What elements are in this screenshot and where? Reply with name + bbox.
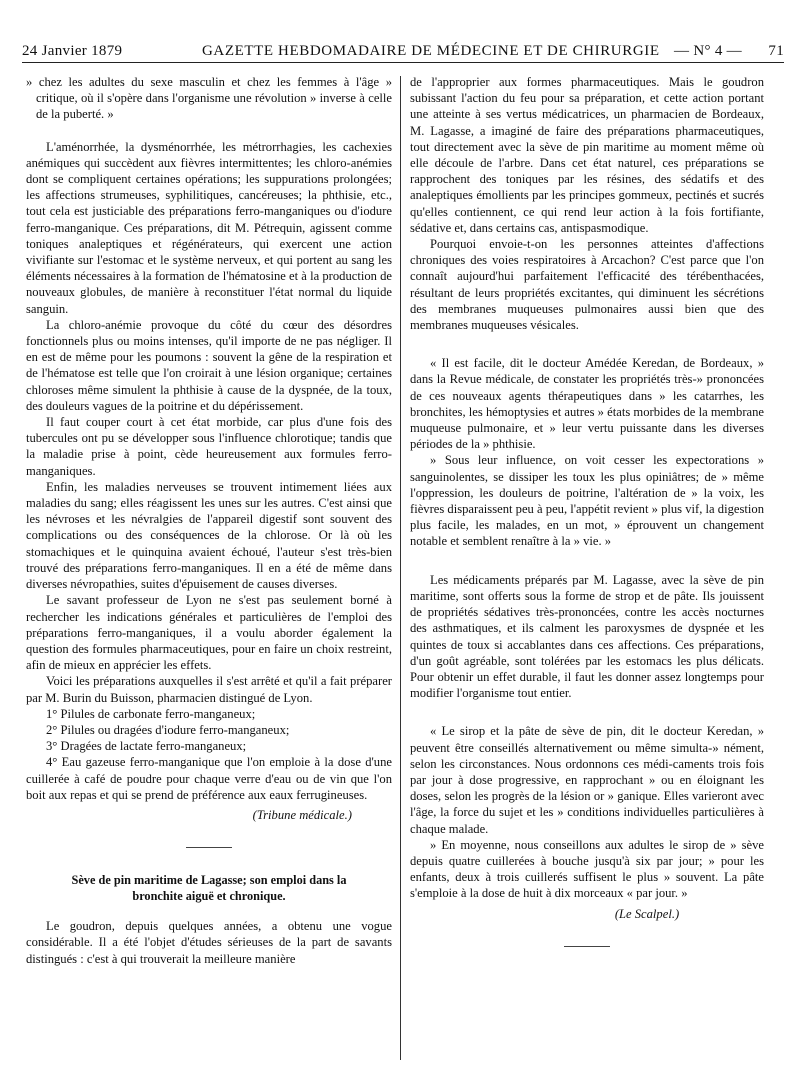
left-column: [26, 74, 392, 967]
quotation: » En moyenne, nous conseillons aux adultes le sirop de » sève depuis quatre cuillerées à bouche jusqu'à six par jour; » pour les enfants, deux à trois cuillerés suffisent le plus » souvent. La pâte s'emploie à la dose de huit à dix morceaux « par jour. »: [410, 837, 764, 901]
section-title-line: bronchite aiguë et chronique.: [132, 889, 286, 904]
paragraph: de l'approprier aux formes pharmaceutiques. Mais le goudron subissant l'action du feu pour sa préparation, et cette action portant une atteinte à ses vertus médicatrices, un pharmacien de Bordeaux, M. Lagasse, a imaginé de faire des préparations pharmaceutiques, tout directement avec la sève de pin maritime au moment même où elle découle de l'arbre. Dans cet état naturel, ces préparations se rapprochent des toniques par les résines, des sédatifs et des analeptiques émollients par les principes gommeux, pectinés et sucrés qu'elles contiennent, ce qui rend leur action à la fois fortifiante, sédative et, dans certains cas, antispasmodique.: [410, 75, 764, 235]
quotation: « Il est facile, dit le docteur Amédée Keredan, de Bordeaux, » dans la Revue médicale, de constater les propriétés très-» prononcées de ces nouveaux agents thérapeutiques dans » les catarrhes, les bronchites, les hémoptysies et autres » états morbides de la membrane muqueuse pulmonaire, et » leur vertu puissante dans les diverses périodes de la » phthisie.: [410, 356, 764, 452]
list-item: 3° Dragées de lactate ferro-manganeux;: [46, 739, 247, 754]
list-item: 1° Pilules de carbonate ferro-manganeux;: [46, 706, 256, 721]
page-header: [22, 40, 784, 63]
separator-rule: [564, 946, 610, 947]
source-citation: (Le Scalpel.): [614, 906, 680, 921]
separator-rule: [186, 847, 232, 848]
list-item: 4° Eau gazeuse ferro-manganique que l'on emploie à la dose d'une cuillerée à café de poudre pour chaque verre d'eau ou de vin que l'on boit aux repas et qui se prend de préférence aux eaux ferrugineuses.: [26, 755, 392, 802]
source-citation: (Tribune médicale.): [252, 807, 352, 822]
paragraph: Le goudron, depuis quelques années, a obtenu une vogue considérable. Il a été l'objet d'études sérieuses de la part de savants distingués : c'est à qui trouverait la meilleure manière: [26, 919, 392, 966]
journal-title: GAZETTE HEBDOMADAIRE DE MÉDECINE ET DE CHIRURGIE: [202, 43, 660, 59]
paragraph: Enfin, les maladies nerveuses se trouvent intimement liées aux maladies du sang; elles réagissent les unes sur les autres. C'est ainsi que les névroses et les névralgies de l'appareil digestif sont souvent des complications ou des conséquences de la chlorose. Or là où les stomachiques et le quinquina avaient échoué, l'auteur s'est très-bien trouvé des préparations ferro-manganiques. Il en a été de même dans diverses névropathies, suites d'épuisement de causes diverses.: [26, 479, 392, 592]
paragraph: L'aménorrhée, la dysménorrhée, les métrorrhagies, les cachexies anémiques qui succèdent aux fièvres intermittentes; les chloro-anémies dont se compliquent certaines opérations; les suppurations prolongées; les affections strumeuses, syphilitiques, cancéreuses; la phthisie, etc., tout cela est justiciable des préparations ferro-manganiques ou d'iodure ferro-manganique. Ces préparations, dit M. Pétrequin, agissent comme toniques analeptiques et régénérateurs, qui exercent une action vivifiante sur l'estomac et le système nerveux, et qui portent au sang les éléments nécessaires à la formation de l'hématosine et à la production de nouveaux globules, de manière à reconstituer l'état normal du liquide sanguin.: [26, 139, 392, 316]
issue-number: — N° 4 —: [674, 43, 742, 59]
page-number: 71: [768, 43, 784, 59]
column-divider: [400, 76, 401, 1060]
right-column: [410, 74, 764, 971]
paragraph: Voici les préparations auxquelles il s'est arrêté et qu'il a fait préparer par M. Burin du Buisson, pharmacien distingué de Lyon.: [26, 674, 392, 705]
paragraph: Pourquoi envoie-t-on les personnes atteintes d'affections chroniques des voies respiratoires à Arcachon? C'est parce que l'on connaît aujourd'hui parfaitement l'efficacité des térébenthacées, résultant de leurs propriétés excitantes, qui diminuent les sécrétions des membranes muqueuses pulmonaires aussi bien que des membranes muqueuses vésicales.: [410, 237, 764, 333]
section-title-line: Sève de pin maritime de Lagasse; son emploi dans la: [71, 873, 347, 888]
header-date: 24 Janvier 1879: [22, 43, 123, 59]
paragraph: Il faut couper court à cet état morbide, car plus d'une fois des tubercules ont pu se développer sous l'influence chlorotique; tandis que la maladie prise à point, cède heureusement aux formules ferro-manganiques.: [26, 415, 392, 478]
paragraph: Les médicaments préparés par M. Lagasse, avec la sève de pin maritime, sont offerts sous la forme de strop et de pâte. Ils jouissent de propriétés sédatives très-prononcées, contre les accès nocturnes des asthmatiques, et ils calment les paroxysmes de dyspnée et les quintes de toux si accablantes dans ces affections. Ces préparations, d'un goût agréable, sont tolérées par les estomacs les plus délicats. Pour obtenir un effet durable, il faut les donner assez longtemps pour modifier l'organisme tout entier.: [410, 572, 764, 701]
list-item: 2° Pilules ou dragées d'iodure ferro-manganeux;: [46, 722, 290, 737]
paragraph: Le savant professeur de Lyon ne s'est pas seulement borné à rechercher les indications générales et particulières de l'emploi des préparations ferro-manganiques, il a voulu aborder également la question des formules pharmaceutiques, pour en faire un choix restreint, afin de mieux en apprécier les effets.: [26, 593, 392, 673]
quotation: « Le sirop et la pâte de sève de pin, dit le docteur Keredan, » peuvent être conseillés alternativement ou même simulta-» nément, selon les circonstances. Nous ordonnons ces médi-caments trois fois par jour à dose progressive, en rapprochant » ou en éloignant les doses, selon les progrès de la lésion or » ganique. Elles varieront avec l'âge, la force du sujet et les » conditions individuelles particulières à chaque malade.: [410, 724, 764, 836]
paragraph: La chloro-anémie provoque du côté du cœur des désordres fonctionnels plus ou moins intenses, qu'il importe de ne pas négliger. Il en est de même pour les poumons : souvent la gêne de la respiration et de l'hématose est telle que l'on croirait à une lésion organique; certaines chloroses même simulent la phthisie à cause de la dyspnée, de la toux, des douleurs vagues de la poitrine et du dépérissement.: [26, 317, 392, 413]
paragraph: » chez les adultes du sexe masculin et chez les femmes à l'âge » critique, où il s'opère dans l'organisme une révolution » inverse à celle de la puberté. »: [26, 75, 392, 122]
quotation: » Sous leur influence, on voit cesser les expectorations » sanguinolentes, se dissiper les toux les plus opiniâtres; de » même l'oppression, les douleurs de poitrine, l'altération de » la voix, les fièvres disparaissent peu à peu, l'appétit revient » plus vif, la digestion plus facile, les malades, en un mot, » éprouvent un changement notable et semblent renaître à la » vie. »: [410, 453, 764, 549]
section-title: [26, 872, 392, 904]
preparations-list: [26, 706, 392, 803]
